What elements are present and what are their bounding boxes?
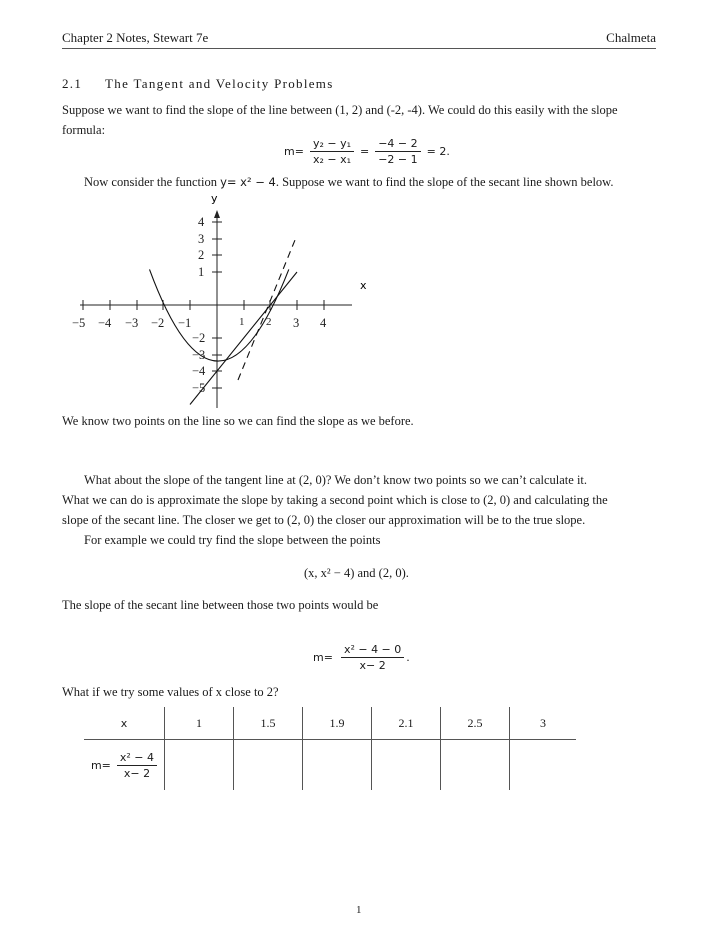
header-rule (62, 48, 656, 49)
x-axis-label: x (360, 279, 367, 292)
eq1-rhs: = 2. (426, 145, 450, 158)
paragraph-4-line-3: slope of the secant line. The closer we get to (2, 0) the closer our approximation will be to the true slope. (62, 513, 586, 527)
secant-slope-equation (313, 642, 410, 673)
paragraph-4-line-2: What we can do is approximate the slope by taking a second point which is close to (2, 0) and calculating the (62, 493, 608, 507)
table-row-numerator: x² − 4 (117, 750, 157, 766)
x-tick-label-neg2: −2 (151, 316, 165, 330)
table-cell-empty (510, 740, 577, 791)
page-number: 1 (356, 904, 362, 916)
eq1-equals: = (360, 145, 370, 158)
eq1-num-2: −4 − 2 (375, 136, 420, 152)
paragraph-1-line-1: Suppose we want to find the slope of the line between (1, 2) and (-2, -4). We could do this easily with the slope (62, 103, 618, 117)
table-header-row (84, 707, 576, 740)
paragraph-3: We know two points on the line so we can find the slope as we before. (62, 414, 414, 428)
eq2-lhs: m= (313, 651, 333, 664)
y-tick-label-neg3: −3 (192, 348, 206, 362)
paragraph-2 (84, 172, 614, 192)
y-axis-label: y (211, 192, 218, 205)
y-tick-label-neg5: −5 (192, 381, 206, 395)
paragraph-2-pre: Now consider the function (84, 175, 221, 189)
slope-equation (284, 136, 450, 167)
x-tick-label-neg3: −3 (125, 316, 139, 330)
table-x-value: 2.1 (372, 707, 441, 740)
x-tick-label-3: 3 (293, 316, 300, 330)
paragraph-5: For example we could try find the slope between the points (84, 533, 381, 547)
table-row-lhs: m= (90, 758, 111, 772)
section-number: 2.1 (62, 76, 83, 91)
points-expression: (x, x² − 4) and (2, 0). (304, 566, 409, 580)
y-tick-label-4: 4 (198, 215, 205, 229)
x-tick-label-2: 2 (266, 316, 272, 328)
table-x-value: 1 (165, 707, 234, 740)
y-tick-label-neg2: −2 (192, 331, 206, 345)
tangent-line-dashed (238, 240, 295, 380)
eq1-den-2: −2 − 1 (378, 153, 418, 166)
table-cell-empty (303, 740, 372, 791)
table-header-x: x (84, 707, 165, 740)
paragraph-6: The slope of the secant line between those two points would be (62, 598, 379, 612)
y-tick-label-3: 3 (198, 232, 205, 246)
section-title: The Tangent and Velocity Problems (105, 76, 334, 91)
eq1-lhs: m= (284, 145, 304, 158)
eq2-denominator: x− 2 (359, 659, 386, 672)
x-tick-label-1: 1 (239, 316, 245, 328)
table-x-value: 1.9 (303, 707, 372, 740)
table-row-label (84, 740, 165, 791)
values-table (84, 707, 576, 790)
parabola-curve (150, 269, 289, 361)
table-cell-empty (165, 740, 234, 791)
paragraph-1-line-2: formula: (62, 123, 106, 137)
table-cell-empty (372, 740, 441, 791)
eq1-fraction-2 (375, 136, 420, 167)
eq2-fraction (341, 642, 404, 673)
x-tick-label-4: 4 (320, 316, 327, 330)
section-heading (62, 76, 334, 92)
y-axis-arrow (214, 210, 220, 218)
x-tick-label-neg1: −1 (178, 316, 192, 330)
table-cell-empty (234, 740, 303, 791)
function-expression: y= x² − 4 (220, 175, 276, 189)
eq2-tail: . (406, 651, 410, 664)
paragraph-4-line-1: What about the slope of the tangent line at (2, 0)? We don’t know two points so we can’t calculate it. (84, 473, 588, 487)
table-row-denominator: x− 2 (123, 766, 151, 780)
paragraph-2-post: . Suppose we want to find the slope of the secant line shown below. (275, 175, 614, 189)
function-graph (70, 190, 380, 410)
y-tick-label-neg4: −4 (192, 364, 206, 378)
paragraph-7: What if we try some values of x close to 2? (62, 685, 279, 699)
eq1-den-1: x₂ − x₁ (312, 153, 351, 166)
table-cell-empty (441, 740, 510, 791)
x-tick-label-neg4: −4 (98, 316, 112, 330)
table-row-fraction (117, 750, 157, 781)
x-tick-label-neg5: −5 (72, 316, 86, 330)
table-x-value: 1.5 (234, 707, 303, 740)
eq2-numerator: x² − 4 − 0 (341, 642, 404, 658)
secant-line (190, 272, 300, 405)
y-tick-label-1: 1 (198, 265, 205, 279)
table-slope-row (84, 740, 576, 791)
header-left: Chapter 2 Notes, Stewart 7e (62, 30, 209, 45)
table-x-value: 2.5 (441, 707, 510, 740)
y-tick-label-2: 2 (198, 248, 205, 262)
header-right: Chalmeta (606, 30, 656, 45)
table-x-value: 3 (510, 707, 577, 740)
eq1-fraction-1 (310, 136, 354, 167)
eq1-num-1: y₂ − y₁ (310, 136, 354, 152)
